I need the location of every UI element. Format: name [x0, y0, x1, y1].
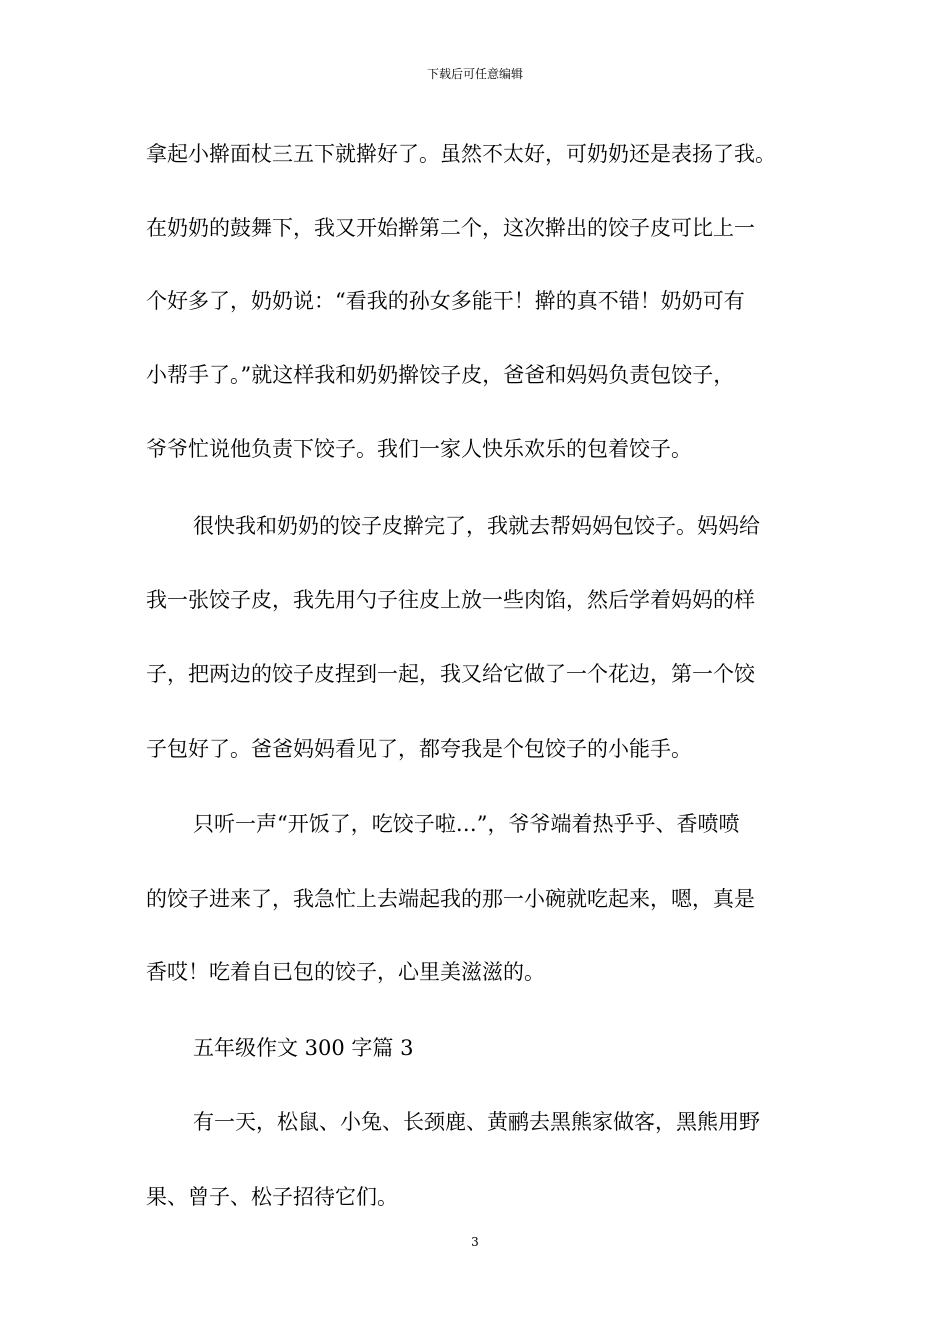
body-line-5: 爷爷忙说他负责下饺子。我们一家人快乐欢乐的包着饺子。 — [146, 437, 692, 461]
paragraph-2-line-1: 很快我和奶奶的饺子皮擀完了，我就去帮妈妈包饺子。妈妈给 — [193, 514, 760, 538]
body-line-3: 个好多了，奶奶说：“看我的孙女多能干！擀的真不错！奶奶可有 — [146, 289, 745, 313]
paragraph-2-line-2: 我一张饺子皮，我先用勺子往皮上放一些肉馅，然后学着妈妈的样 — [146, 588, 755, 612]
body-line-1: 拿起小擀面杖三五下就擀好了。虽然不太好，可奶奶还是表扬了我。 — [146, 142, 776, 166]
body-line-2: 在奶奶的鼓舞下，我又开始擀第二个，这次擀出的饺子皮可比上一 — [146, 216, 755, 240]
paragraph-4-line-2: 果、曾子、松子招待它们。 — [146, 1185, 398, 1209]
paragraph-3-line-3: 香哎！吃着自已包的饺子，心里美滋滋的。 — [146, 960, 545, 984]
section-heading: 五年级作文 300 字篇 3 — [193, 1036, 414, 1060]
paragraph-3-line-2: 的饺子进来了，我急忙上去端起我的那一小碗就吃起来，嗯，真是 — [146, 887, 755, 911]
body-line-4: 小帮手了。”就这样我和奶奶擀饺子皮，爸爸和妈妈负责包饺子， — [146, 363, 735, 387]
page-header: 下载后可任意编辑 — [426, 67, 523, 81]
paragraph-4-line-1: 有一天，松鼠、小兔、长颈鹿、黄鹂去黑熊家做客，黑熊用野 — [193, 1110, 760, 1134]
paragraph-3-line-1: 只听一声“开饭了，吃饺子啦…”，爷爷端着热乎乎、香喷喷 — [193, 812, 740, 836]
paragraph-2-line-3: 子，把两边的饺子皮捏到一起，我又给它做了一个花边，第一个饺 — [146, 662, 755, 686]
page-number: 3 — [471, 1235, 479, 1249]
paragraph-2-line-4: 子包好了。爸爸妈妈看见了，都夸我是个包饺子的小能手。 — [146, 737, 692, 761]
